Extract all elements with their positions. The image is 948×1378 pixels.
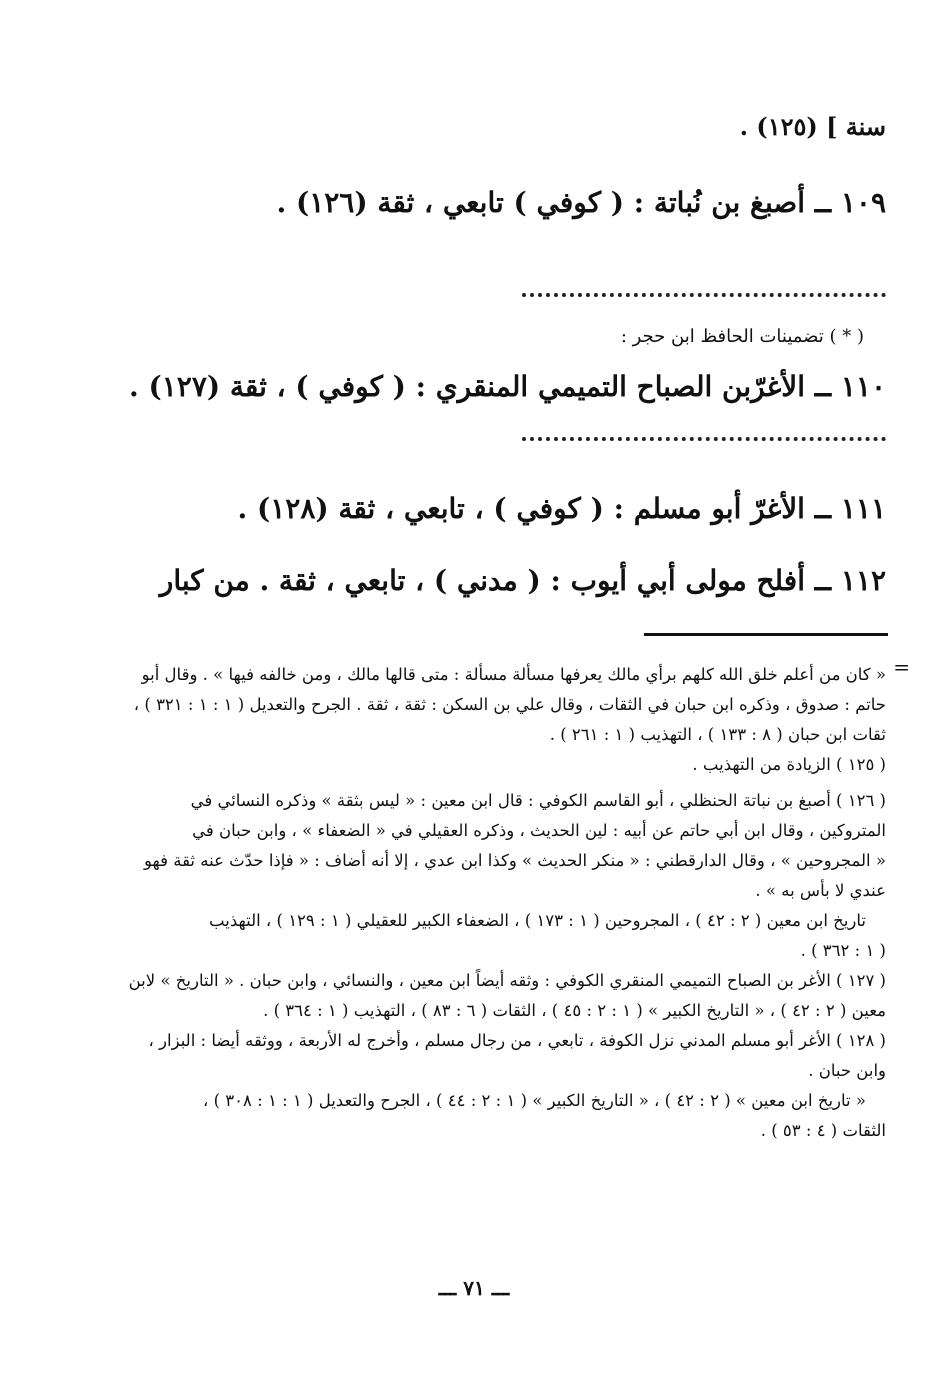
dotted-separator-top [522,293,886,297]
footnote-line: عندي لا بأس به » . [755,881,886,900]
footnote-line: ( ١ : ٣٦٢ ) . [800,941,886,960]
page-number: ـــ ٧١ ـــ [438,1276,510,1300]
footnote-line: « كان من أعلم خلق الله كلهم برأي مالك يعرفها مسألة مسألة : متى قالها مالك ، ومن خالفه فيها » . وقال أبو [141,665,886,684]
entry-112: ١١٢ ــ أفلح مولى أبي أيوب : ( مدني ) ، تابعي ، ثقة . من كبار [159,564,886,597]
insertion-note: ( * ) تضمينات الحافظ ابن حجر : [620,326,864,347]
footnote-line: حاتم : صدوق ، وذكره ابن حبان في الثقات ، وقال علي بن السكن : ثقة ، ثقة . الجرح والتعديل ( ١ : ١ : ٣٢١ ) ، [133,695,886,714]
footnote-line: تاريخ ابن معين ( ٢ : ٤٢ ) ، المجروحين ( ١ : ١٧٣ ) ، الضعفاء الكبير للعقيلي ( ١ : ١٢٩ ) ، التهذيب [209,911,866,930]
continuation-line: سنة ] (١٢٥) . [739,112,886,141]
footnote-line: المتروكين ، وقال ابن أبي حاتم عن أبيه : لين الحديث ، وذكره العقيلي في « الضعفاء » ، وابن حبان في [192,821,886,840]
footnote-line: معين ( ٢ : ٤٢ ) ، « التاريخ الكبير » ( ١ : ٢ : ٤٥ ) ، الثقات ( ٦ : ٨٣ ) ، التهذيب ( ١ : ٣٦٤ ) . [263,1001,886,1020]
continuation-mark: = [893,655,910,679]
footnote-rule [644,633,888,636]
footnote-line: ثقات ابن حبان ( ٨ : ١٣٣ ) ، التهذيب ( ١ : ٢٦١ ) . [549,725,886,744]
dotted-separator-bottom [522,437,886,441]
entry-109: ١٠٩ ــ أصبغ بن نُباتة : ( كوفي ) تابعي ، ثقة (١٢٦) . [276,186,886,219]
footnote-line: « المجروحين » ، وقال الدارقطني : « منكر الحديث » وكذا ابن عدي ، إلا أنه أضاف : « فإذا حدّث عنه ثقة فهو [143,851,886,870]
footnote-line: ( ١٢٨ ) الأغر أبو مسلم المدني نزل الكوفة ، تابعي ، من رجال مسلم ، وأخرج له الأربعة ، ووثقه أيضا : البزار ، [148,1031,886,1050]
entry-111: ١١١ ــ الأغرّ أبو مسلم : ( كوفي ) ، تابعي ، ثقة (١٢٨) . [237,492,886,525]
footnote-line: ( ١٢٦ ) أصبغ بن نباتة الحنظلي ، أبو القاسم الكوفي : قال ابن معين : « ليس بثقة » وذكره النسائي في [190,791,886,810]
footnote-line: ( ١٢٥ ) الزيادة من التهذيب . [692,755,886,774]
footnotes [62,660,886,1146]
footnote-line: « تاريخ ابن معين » ( ٢ : ٤٢ ) ، « التاريخ الكبير » ( ١ : ٢ : ٤٤ ) ، الجرح والتعديل ( ١ : ١ : ٣٠٨ ) ، [203,1091,866,1110]
footnote-line: وابن حبان . [808,1061,886,1080]
footnote-line: الثقات ( ٤ : ٥٣ ) . [760,1121,886,1140]
footnote-line: ( ١٢٧ ) الأغر بن الصباح التميمي المنقري الكوفي : وثقه أيضاً ابن معين ، والنسائي ، وابن حبان . « التاريخ » لابن [128,971,886,990]
entry-110: ١١٠ ــ الأغرّبن الصباح التميمي المنقري : ( كوفي ) ، ثقة (١٢٧) . [129,370,886,403]
